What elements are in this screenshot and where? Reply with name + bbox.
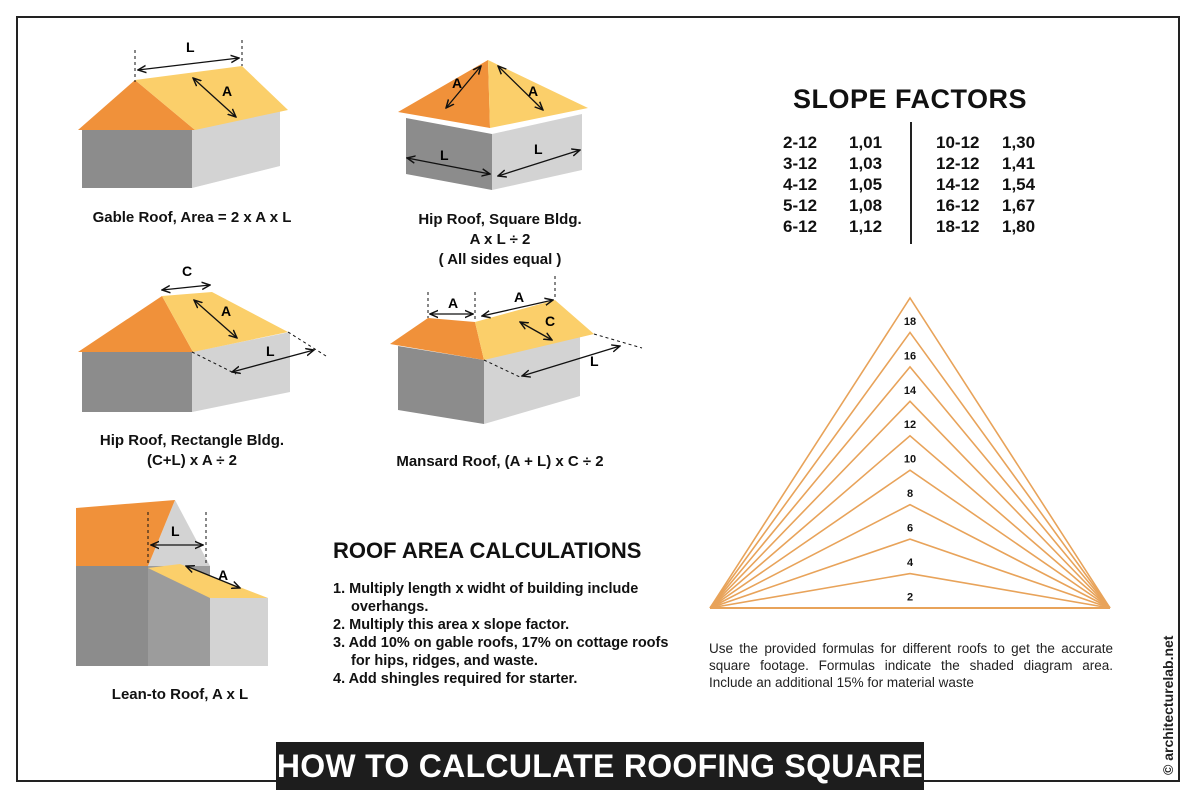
slope-factor-value: 1,41 <box>1002 154 1036 173</box>
hip-rect-caption-line1: Hip Roof, Rectangle Bldg. <box>99 432 285 449</box>
slope-pitch: 3-12 <box>783 154 818 173</box>
slope-pitch: 2-12 <box>783 133 818 152</box>
pitch-label: 4 <box>906 556 914 569</box>
slope-factor-value: 1,03 <box>849 154 883 173</box>
slope-pitch: 5-12 <box>783 196 818 215</box>
slope-factor-row <box>783 216 882 237</box>
hip-square-l1-label: L <box>440 147 449 163</box>
slope-factors-left-column <box>783 132 882 237</box>
slope-factor-value: 1,30 <box>1002 133 1036 152</box>
pitch-label: 18 <box>903 315 917 328</box>
slope-pitch: 4-12 <box>783 175 818 194</box>
slope-factor-value: 1,05 <box>849 175 883 194</box>
slope-pitch: 10-12 <box>936 133 980 152</box>
hip-square-caption-line3: ( All sides equal ) <box>438 251 562 268</box>
calculations-title: ROOF AREA CALCULATIONS <box>333 538 642 563</box>
hip-rect-caption <box>62 431 322 471</box>
slope-factor-value: 1,12 <box>849 217 883 236</box>
slope-factors-title: SLOPE FACTORS <box>792 84 1028 114</box>
slope-factors-divider <box>910 122 912 244</box>
mansard-roof-illustration <box>390 276 642 424</box>
mansard-a2-label: A <box>514 289 525 305</box>
slope-pitch: 6-12 <box>783 217 818 236</box>
slope-factor-value: 1,67 <box>1002 196 1036 215</box>
lean-to-caption: Lean-to Roof, A x L <box>111 686 249 703</box>
hip-square-a2-label: A <box>528 83 539 99</box>
slope-factor-row <box>936 216 1035 237</box>
hip-rect-c-label: C <box>182 263 193 279</box>
hip-square-l2-label: L <box>534 141 543 157</box>
pitch-label: 6 <box>906 522 914 535</box>
slope-factor-row <box>936 132 1035 153</box>
slope-pitch: 18-12 <box>936 217 980 236</box>
hip-square-caption-line1: Hip Roof, Square Bldg. <box>418 211 582 228</box>
slope-factor-row <box>936 153 1035 174</box>
slope-pitch: 12-12 <box>936 154 980 173</box>
lean-to-roof-illustration <box>76 500 268 666</box>
gable-l-label: L <box>186 39 195 55</box>
slope-factor-value: 1,01 <box>849 133 883 152</box>
slope-factor-row <box>783 195 882 216</box>
slope-factors-right-column <box>936 132 1035 237</box>
hip-rect-a-label: A <box>221 303 232 319</box>
mansard-l-label: L <box>590 353 599 369</box>
calculations-steps <box>333 580 678 688</box>
slope-factor-row <box>936 195 1035 216</box>
mansard-a1-label: A <box>448 295 459 311</box>
hip-square-a1-label: A <box>452 75 463 91</box>
calculation-step: 2. Multiply this area x slope factor. <box>333 617 570 633</box>
calculation-step: 4. Add shingles required for starter. <box>333 671 578 687</box>
hip-rect-roof-illustration <box>78 263 326 412</box>
pitch-label: 12 <box>903 419 917 432</box>
slope-pitch: 16-12 <box>936 196 980 215</box>
hip-square-roof-illustration <box>398 60 588 190</box>
mansard-c-label: C <box>545 313 556 329</box>
pitch-label: 14 <box>903 384 917 397</box>
slope-pitch: 14-12 <box>936 175 980 194</box>
pitch-label: 2 <box>906 591 914 604</box>
calculation-step: 1. Multiply length x widht of building include overhangs. <box>333 581 639 615</box>
slope-factor-value: 1,80 <box>1002 217 1036 236</box>
lean-to-a-label: A <box>218 567 229 583</box>
slope-factor-row <box>783 174 882 195</box>
pitch-label: 10 <box>903 453 917 466</box>
slope-factor-value: 1,54 <box>1002 175 1036 194</box>
slope-factor-value: 1,08 <box>849 196 883 215</box>
pitch-label: 8 <box>906 488 914 501</box>
slope-factor-row <box>783 153 882 174</box>
banner-title: HOW TO CALCULATE ROOFING SQUARE <box>276 742 924 790</box>
pitch-label: 16 <box>903 350 917 363</box>
calculation-step: 3. Add 10% on gable roofs, 17% on cottage roofs for hips, ridges, and waste. <box>333 635 669 669</box>
credit-text: © architecturelab.net <box>1160 635 1176 775</box>
gable-roof-illustration <box>78 39 288 188</box>
gable-roof-caption: Gable Roof, Area = 2 x A x L <box>92 209 292 226</box>
pitch-diagram <box>710 298 1110 608</box>
hip-square-caption <box>380 210 620 270</box>
hip-rect-caption-line2: (C+L) x A ÷ 2 <box>146 452 238 469</box>
slope-factor-row <box>936 174 1035 195</box>
mansard-caption: Mansard Roof, (A + L) x C ÷ 2 <box>396 453 604 470</box>
gable-a-label: A <box>222 83 233 99</box>
lean-to-l-label: L <box>171 523 180 539</box>
formula-note: Use the provided formulas for different roofs to get the accurate square footage. Formulas indicate the shaded diagram area. Include an additional 15% for material waste <box>709 641 1113 690</box>
hip-rect-l-label: L <box>266 343 275 359</box>
slope-factor-row <box>783 132 882 153</box>
hip-square-caption-line2: A x L ÷ 2 <box>469 231 531 248</box>
